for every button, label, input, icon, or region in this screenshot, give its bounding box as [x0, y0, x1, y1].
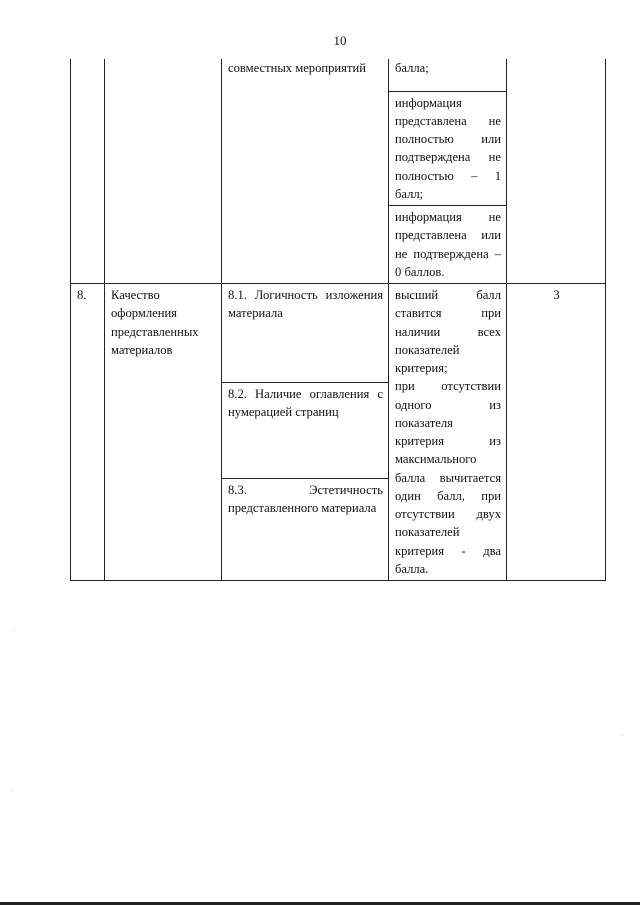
- scoring-rule-max: высший балл ставится при наличии всех показателей критерия;: [395, 288, 501, 375]
- table-row: [71, 284, 606, 383]
- indicator-8-1: 8.1. Логичность изложения материала: [222, 284, 389, 383]
- score-cell: информация представлена не полностью или подтверждена не полностью – 1 балл;: [389, 91, 507, 206]
- page-number: 10: [333, 33, 347, 48]
- criterion-name: Качество оформления представленных материалов: [105, 284, 222, 581]
- scan-speck: [622, 735, 623, 736]
- criteria-table: [70, 59, 606, 581]
- score-cell: балла;: [389, 59, 507, 91]
- criterion-cell: [105, 59, 222, 284]
- scan-speck: [11, 790, 12, 791]
- indicator-8-3: 8.3. Эстетичность представленного материала: [222, 479, 389, 581]
- scoring-rule-deduction: при отсутствии одного из показателя критерия из максимального балла вычитается один балл, при отсутствии двух показателей критерия - два балла.: [395, 379, 501, 576]
- max-score-cell: [507, 59, 606, 284]
- max-score: 3: [507, 284, 606, 581]
- indicator-8-2: 8.2. Наличие оглавления с нумерацией страниц: [222, 382, 389, 479]
- score-cell: информация не представлена или не подтверждена – 0 баллов.: [389, 206, 507, 284]
- scoring-rules: [389, 284, 507, 581]
- indicator-cell: совместных мероприятий: [222, 59, 389, 284]
- table-row: [71, 59, 606, 91]
- scan-speck: [14, 630, 15, 631]
- number-cell: [71, 59, 105, 284]
- row-number: 8.: [71, 284, 105, 581]
